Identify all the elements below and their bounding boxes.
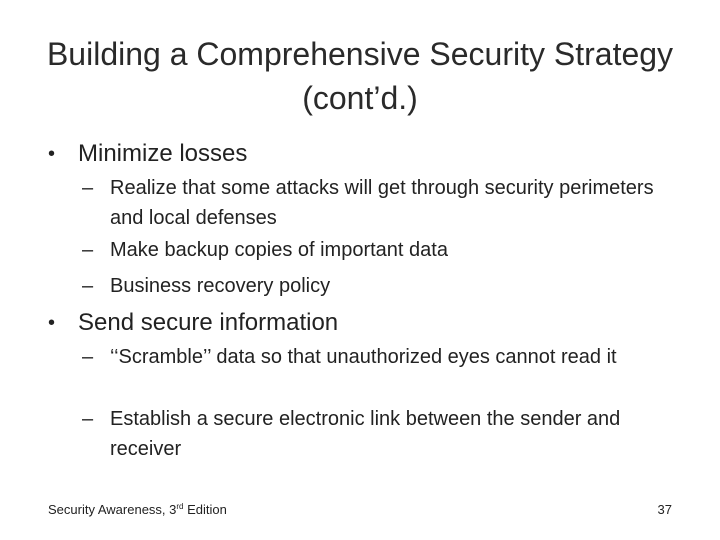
bullet-marker: • xyxy=(48,312,56,334)
dash-marker: – xyxy=(82,346,94,368)
dash-marker: – xyxy=(82,177,94,199)
sub-bullet-text: ‘‘Scramble’’ data so that unauthorized eyes cannot read it xyxy=(110,346,617,368)
dash-marker: – xyxy=(82,239,94,261)
footer-book-superscript: rd xyxy=(176,502,184,511)
sub-bullet-text: Realize that some attacks will get through security perimeters and local defenses xyxy=(110,177,654,229)
sub-bullet-text: Business recovery policy xyxy=(110,275,331,297)
footer-book-suffix: Edition xyxy=(183,502,227,517)
sub-bullet-text: Establish a secure electronic link between the sender and receiver xyxy=(110,408,621,460)
dash-marker: – xyxy=(82,408,94,430)
dash-marker: – xyxy=(82,275,94,297)
bullet-marker: • xyxy=(48,143,56,165)
bullet-text: Minimize losses xyxy=(78,140,248,167)
page-number: 37 xyxy=(657,502,672,517)
sub-bullet-text: Make backup copies of important data xyxy=(110,239,448,261)
slide-title: Building a Comprehensive Security Strategy (cont’d.) xyxy=(46,36,674,116)
footer-book-prefix: Security Awareness, 3 xyxy=(48,502,177,517)
footer-book-title xyxy=(48,502,227,517)
bullet-text: Send secure information xyxy=(78,309,339,336)
